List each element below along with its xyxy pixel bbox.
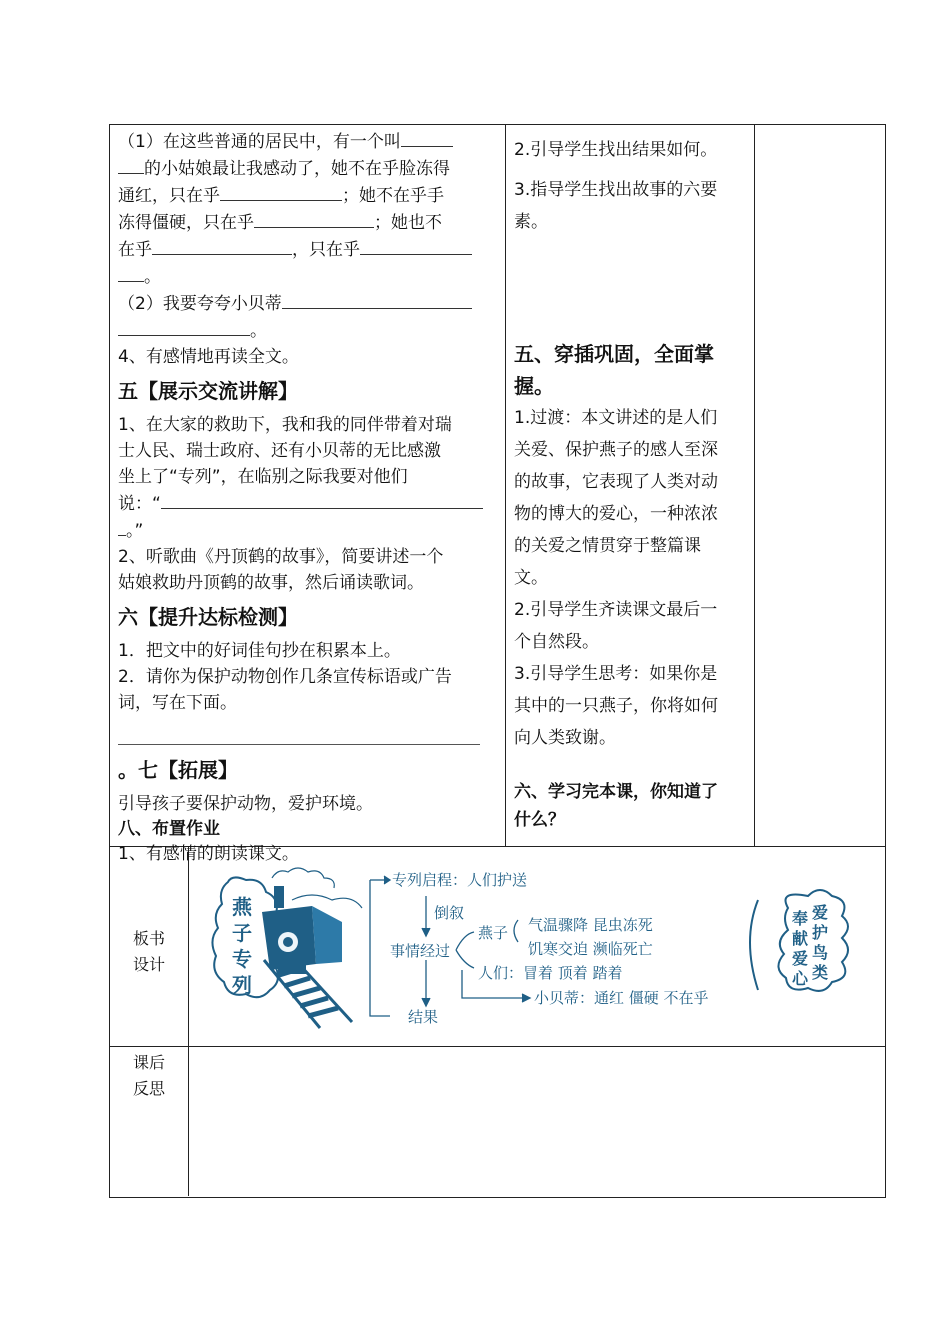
- sec5-p2-b: 姑娘救助丹顶鹤的故事，然后诵读歌词。: [118, 573, 424, 593]
- cloud-right: [750, 890, 848, 991]
- board-swallow: 燕子: [478, 924, 509, 942]
- sec5-p1-d: 说：“: [118, 490, 500, 517]
- section5-title: 五【展示交流讲解】: [118, 379, 298, 403]
- sec6-p2-b: 词，写在下面。: [118, 693, 237, 713]
- board-swallow-line1: 气温骤降 昆虫冻死: [528, 916, 653, 934]
- r-section5-title-a: 五、穿插巩固，全面掌: [514, 342, 714, 366]
- board-label: 板书 设计: [132, 929, 165, 974]
- sec5-p1-a: 1、在大家的救助下，我和我的同伴带着对瑞: [118, 415, 452, 435]
- rp1-c: 的故事，它表现了人类对动: [514, 472, 718, 492]
- board-diagram: [192, 852, 882, 1032]
- rp1-f: 文。: [514, 568, 548, 588]
- cloud-left-char-3: 列: [232, 973, 252, 997]
- board-flashback: 倒叙: [434, 904, 465, 922]
- right-column: [514, 134, 750, 832]
- sec5-p1-b: 士人民、瑞士政府、还有小贝蒂的无比感激: [118, 441, 441, 461]
- r1: 2.引导学生找出结果如何。: [514, 140, 718, 160]
- rp1-a: 1.过渡：本文讲述的是人们: [514, 408, 718, 428]
- q2-line1: （2）我要夸夸小贝蒂: [118, 290, 500, 317]
- sec8-p1: 1、有感情的朗读课文。: [118, 844, 299, 864]
- board-start: 专列启程：人们护送: [392, 871, 528, 889]
- left-column: [118, 128, 500, 867]
- q2-line2: 。: [118, 317, 500, 344]
- sec5-p1-c: 坐上了“专列”，在临别之际我要对他们: [118, 467, 408, 487]
- row-divider-2: [109, 1046, 885, 1047]
- rp3-a: 3.引导学生思考：如果你是: [514, 664, 718, 684]
- sec6-p1: 1．把文中的好词佳句抄在积累本上。: [118, 641, 401, 661]
- q1-line2: 的小姑娘最让我感动了，她不在乎脸冻得: [118, 155, 500, 182]
- r-section6-title-b: 什么？: [514, 810, 565, 830]
- sec7-p1: 引导孩子要保护动物，爱护环境。: [118, 794, 373, 814]
- cloud-right-c2-2: 鸟: [812, 943, 829, 962]
- cloud-right-c2-3: 类: [812, 963, 829, 982]
- rp2-a: 2.引导学生齐读课文最后一: [514, 600, 718, 620]
- rp1-b: 关爱、保护燕子的感人至深: [514, 440, 718, 460]
- reflection-label: 课后 反思: [132, 1053, 165, 1098]
- board-people: 人们：冒着 顶着 踏着: [478, 964, 623, 982]
- section6-title: 六【提升达标检测】: [118, 605, 298, 629]
- q1-line5: 在乎 ，只在乎: [118, 236, 500, 263]
- sec5-p2-a: 2、听歌曲《丹顶鹤的故事》，简要讲述一个: [118, 547, 444, 567]
- col-divider-2: [754, 124, 755, 846]
- answer-line: [118, 716, 480, 745]
- cloud-left-char-1: 子: [232, 921, 252, 945]
- board-swallow-line2: 饥寒交迫 濒临死亡: [528, 940, 653, 958]
- board-process: 事情经过: [390, 942, 451, 960]
- cloud-left-char-2: 专: [232, 947, 252, 971]
- rp3-c: 向人类致谢。: [514, 728, 616, 748]
- cloud-right-c2-0: 爱: [812, 903, 829, 922]
- cloud-right-c2-1: 护: [812, 923, 829, 942]
- rp2-b: 个自然段。: [514, 632, 599, 652]
- r2-b: 素。: [514, 212, 548, 232]
- q1-line1: （1）在这些普通的居民中，有一个叫: [118, 128, 500, 155]
- board-betty: 小贝蒂：通红 僵硬 不在乎: [534, 989, 709, 1007]
- r-section6-title-a: 六、学习完本课，你知道了: [514, 782, 718, 802]
- q1-line3: 通红，只在乎 ；她不在乎手: [118, 182, 500, 209]
- r2-a: 3.指导学生找出故事的六要: [514, 180, 718, 200]
- q1-line4: 冻得僵硬，只在乎 ；她也不: [118, 209, 500, 236]
- board-result: 结果: [408, 1008, 439, 1026]
- r-section5-title-b: 握。: [514, 374, 554, 398]
- col-divider-1: [505, 124, 506, 846]
- item-4: 4、有感情地再读全文。: [118, 347, 299, 367]
- rp1-d: 物的博大的爱心，一种浓浓: [514, 504, 718, 524]
- section7-title: 。七【拓展】: [118, 758, 238, 782]
- cloud-right-c1-3: 心: [792, 969, 809, 988]
- q1-line6: 。: [118, 263, 500, 290]
- sec6-p2-a: 2．请你为保护动物创作几条宣传标语或广告: [118, 667, 452, 687]
- sec5-p1-e: 。”: [118, 517, 500, 544]
- label-divider: [188, 846, 189, 1196]
- cloud-right-c1-2: 爱: [792, 949, 809, 968]
- train-illustration: [262, 868, 362, 1028]
- cloud-right-c1-0: 奉: [792, 909, 809, 928]
- rp3-b: 其中的一只燕子，你将如何: [514, 696, 718, 716]
- cloud-right-c1-1: 献: [792, 929, 809, 948]
- rp1-e: 的关爱之情贯穿于整篇课: [514, 536, 701, 556]
- cloud-left-char-0: 燕: [232, 895, 252, 919]
- section8-title: 八、布置作业: [118, 819, 220, 839]
